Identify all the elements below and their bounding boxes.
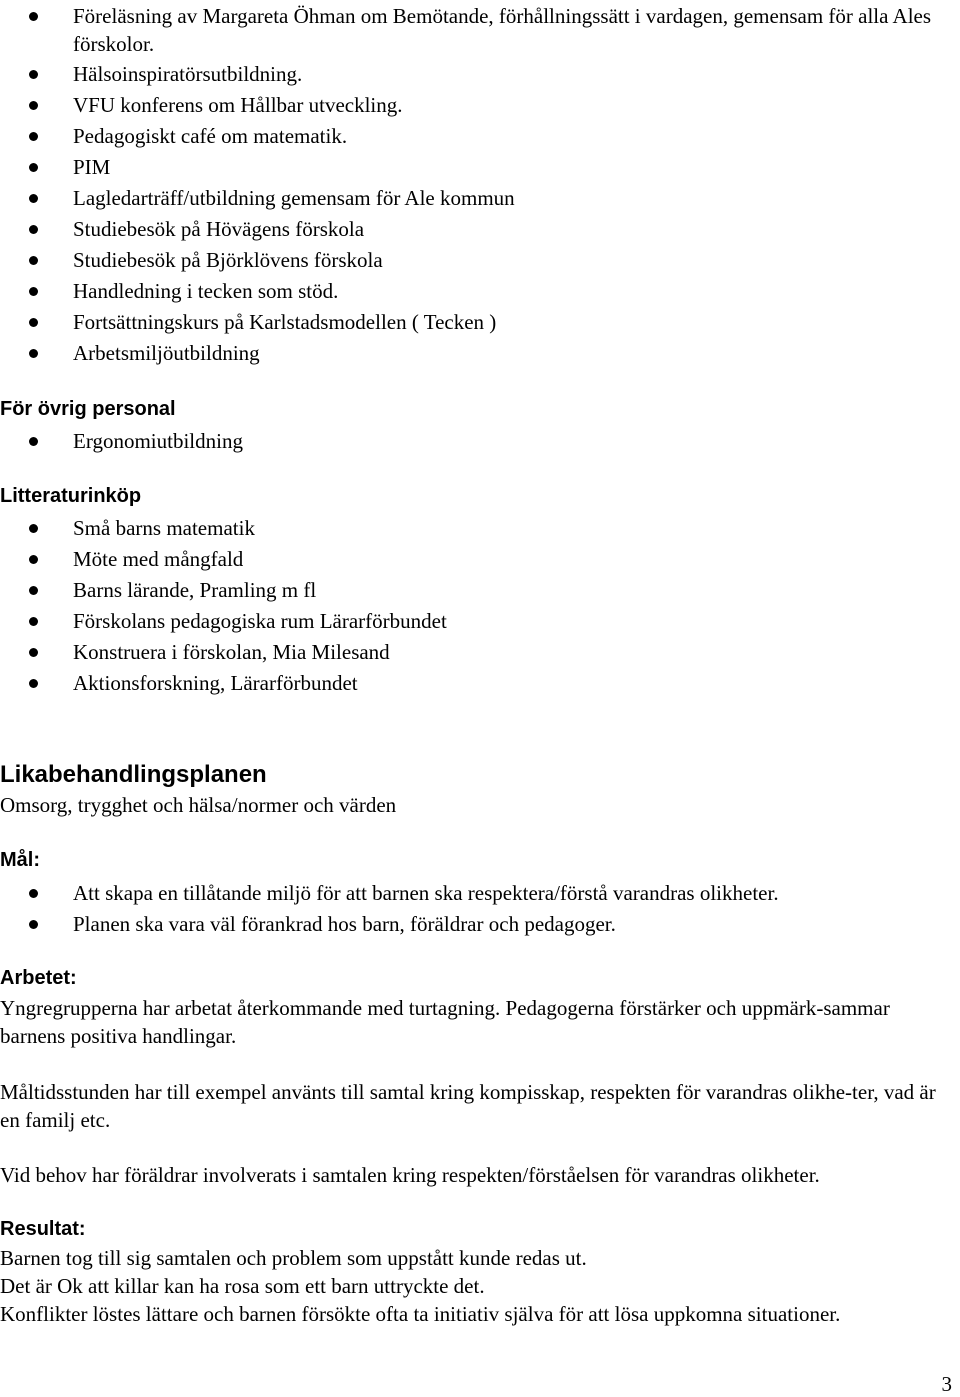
list-item: Att skapa en tillåtande miljö för att barnen ska respektera/förstå varandras olikheter. [0, 878, 955, 909]
bullet-icon [29, 101, 38, 110]
list-item: Pedagogiskt café om matematik. [0, 121, 955, 152]
resultat-line-1: Barnen tog till sig samtalen och problem som uppstått kunde redas ut. [0, 1246, 587, 1270]
bullet-icon [29, 679, 38, 688]
list-item: Studiebesök på Björklövens förskola [0, 245, 955, 276]
page-number: 3 [941, 1372, 952, 1396]
ovrig-personal-list [0, 426, 955, 457]
bullet-icon [29, 70, 38, 79]
list-item: PIM [0, 152, 955, 183]
list-item: VFU konferens om Hållbar utveckling. [0, 90, 955, 121]
list-item: Planen ska vara väl förankrad hos barn, föräldrar och pedagoger. [0, 909, 955, 940]
bullet-icon [29, 889, 38, 898]
bullet-icon [29, 163, 38, 172]
bullet-icon [29, 256, 38, 265]
bullet-icon [29, 586, 38, 595]
litteraturinkop-list [0, 513, 955, 699]
list-item: Aktionsforskning, Lärarförbundet [0, 668, 955, 699]
mal-list [0, 878, 955, 940]
section-heading-litteraturinkop: Litteraturinköp [0, 485, 142, 507]
bullet-icon [29, 132, 38, 141]
bullet-icon [29, 648, 38, 657]
section-heading-arbetet: Arbetet: [0, 967, 77, 989]
list-item: Handledning i tecken som stöd. [0, 276, 955, 307]
arbetet-paragraph-1: Yngregrupperna har arbetat återkommande med turtagning. Pedagogerna förstärker och uppmärk-sammar barnens positiva handlingar. [0, 996, 890, 1048]
list-item: Studiebesök på Hövägens förskola [0, 214, 955, 245]
list-item: Små barns matematik [0, 513, 955, 544]
list-item: Konstruera i förskolan, Mia Milesand [0, 637, 955, 668]
likabehandling-subtitle: Omsorg, trygghet och hälsa/normer och värden [0, 793, 397, 817]
bullet-icon [29, 225, 38, 234]
section-heading-mal: Mål: [0, 849, 40, 871]
arbetet-paragraph-2: Måltidsstunden har till exempel använts till samtal kring kompisskap, respekten för varandras olikhe-ter, vad är en familj etc. [0, 1080, 936, 1132]
arbetet-paragraph-3: Vid behov har föräldrar involverats i samtalen kring respekten/förståelsen för varandras olikheter. [0, 1163, 820, 1187]
list-item: Möte med mångfald [0, 544, 955, 575]
bullet-icon [29, 287, 38, 296]
activities-list [0, 0, 955, 369]
list-item: Hälsoinspiratörsutbildning. [0, 59, 955, 90]
section-heading-resultat: Resultat: [0, 1218, 86, 1240]
list-item: Lagledarträff/utbildning gemensam för Ale kommun [0, 183, 955, 214]
bullet-icon [29, 194, 38, 203]
list-item: Fortsättningskurs på Karlstadsmodellen ( Tecken ) [0, 307, 955, 338]
list-item: Arbetsmiljöutbildning [0, 338, 955, 369]
bullet-icon [29, 349, 38, 358]
section-heading-ovrig-personal: För övrig personal [0, 398, 176, 420]
resultat-line-2: Det är Ok att killar kan ha rosa som ett barn uttryckte det. [0, 1274, 485, 1298]
bullet-icon [29, 318, 38, 327]
bullet-icon [29, 555, 38, 564]
bullet-icon [29, 524, 38, 533]
section-heading-likabehandlingsplanen: Likabehandlingsplanen [0, 761, 267, 788]
bullet-icon [29, 12, 38, 21]
list-item: Förskolans pedagogiska rum Lärarförbundet [0, 606, 955, 637]
list-item: Föreläsning av Margareta Öhman om Bemötande, förhållningssätt i vardagen, gemensam för alla Ales förskolor. [0, 0, 955, 58]
bullet-icon [29, 920, 38, 929]
bullet-icon [29, 617, 38, 626]
list-item: Barns lärande, Pramling m fl [0, 575, 955, 606]
bullet-icon [29, 437, 38, 446]
list-item: Ergonomiutbildning [0, 426, 955, 457]
resultat-line-3: Konflikter löstes lättare och barnen försökte ofta ta initiativ själva för att lösa uppkomna situationer. [0, 1302, 841, 1326]
